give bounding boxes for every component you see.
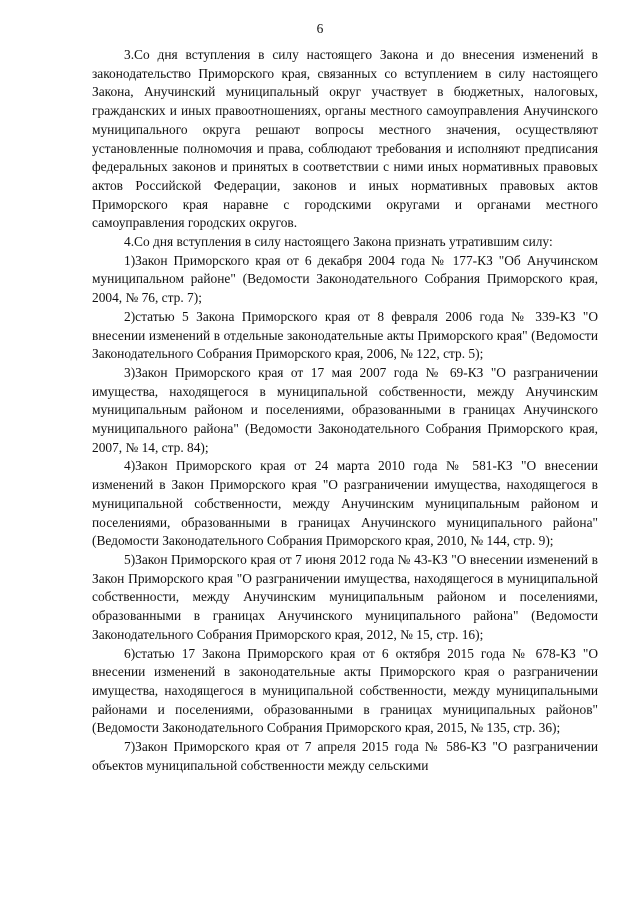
list-item-5: 5)Закон Приморского края от 7 июня 2012 года № 43-КЗ "О внесении изменений в Закон Приморского края "О разграничении имущества, находящегося в муниципальной собственности, между Анучинским муниципальным районом и поселениями, образованными в границах Анучинского муниципального района" (Ведомости Законодательного Собрания Приморского края, 2012, № 15, стр. 16);: [92, 551, 598, 642]
list-item-1: 1)Закон Приморского края от 6 декабря 2004 года № 177-КЗ "Об Анучинском муниципальном районе" (Ведомости Законодательного Собрания Приморского края, 2004, № 76, стр. 7);: [92, 252, 598, 306]
document-body: [92, 46, 598, 775]
list-item-6: 6)статью 17 Закона Приморского края от 6 октября 2015 года № 678-КЗ "О внесении изменений в законодательные акты Приморского края о разграничении имущества, находящегося в муниципальной собственности, между муниципальными районами и поселениями, образованными в границах муниципальных районов" (Ведомости Законодательного Собрания Приморского края, 2015, № 135, стр. 36);: [92, 645, 598, 736]
list-item-7: 7)Закон Приморского края от 7 апреля 2015 года № 586-КЗ "О разграничении объектов муниципальной собственности между сельскими: [92, 739, 598, 773]
list-item-4: 4)Закон Приморского края от 24 марта 2010 года № 581-КЗ "О внесении изменений в Закон Приморского края "О разграничении имущества, находящегося в муниципальной собственности, между Анучинским муниципальным районом и поселениями, образованными в границах Анучинского муниципального района" (Ведомости Законодательного Собрания Приморского края, 2010, № 144, стр. 9);: [92, 458, 598, 549]
page-number: 6: [316, 21, 324, 36]
list-item-2: 2)статью 5 Закона Приморского края от 8 февраля 2006 года № 339-КЗ "О внесении изменений в отдельные законодательные акты Приморского края" (Ведомости Законодательного Собрания Приморского края, 2006, № 122, стр. 5);: [92, 308, 598, 362]
paragraph-clause-4: 4.Со дня вступления в силу настоящего Закона признать утратившим силу:: [124, 234, 553, 250]
list-item-3: 3)Закон Приморского края от 17 мая 2007 года № 69-КЗ "О разграничении имущества, находящегося в муниципальной собственности, между Анучинским муниципальным районом и поселениями, образованными в границах Анучинского муниципального района" (Ведомости Законодательного Собрания Приморского края, 2007, № 14, стр. 84);: [92, 364, 598, 455]
paragraph-clause-3: 3.Со дня вступления в силу настоящего Закона и до внесения изменений в законодательство Приморского края, связанных со вступлением в силу настоящего Закона, Анучинский муниципальный округ участвует в бюджетных, налоговых, гражданских и иных правоотношениях, органы местного самоуправления Анучинского муниципального округа решают вопросы местного значения, осуществляют установленные полномочия и права, соблюдают требования и исполняют предписания федеральных законов и принятых в соответствии с ними иных нормативных правовых актов Российской Федерации, законов и иных нормативных правовых актов Приморского края наравне с городскими округами и органами местного самоуправления городских округов.: [92, 47, 598, 231]
